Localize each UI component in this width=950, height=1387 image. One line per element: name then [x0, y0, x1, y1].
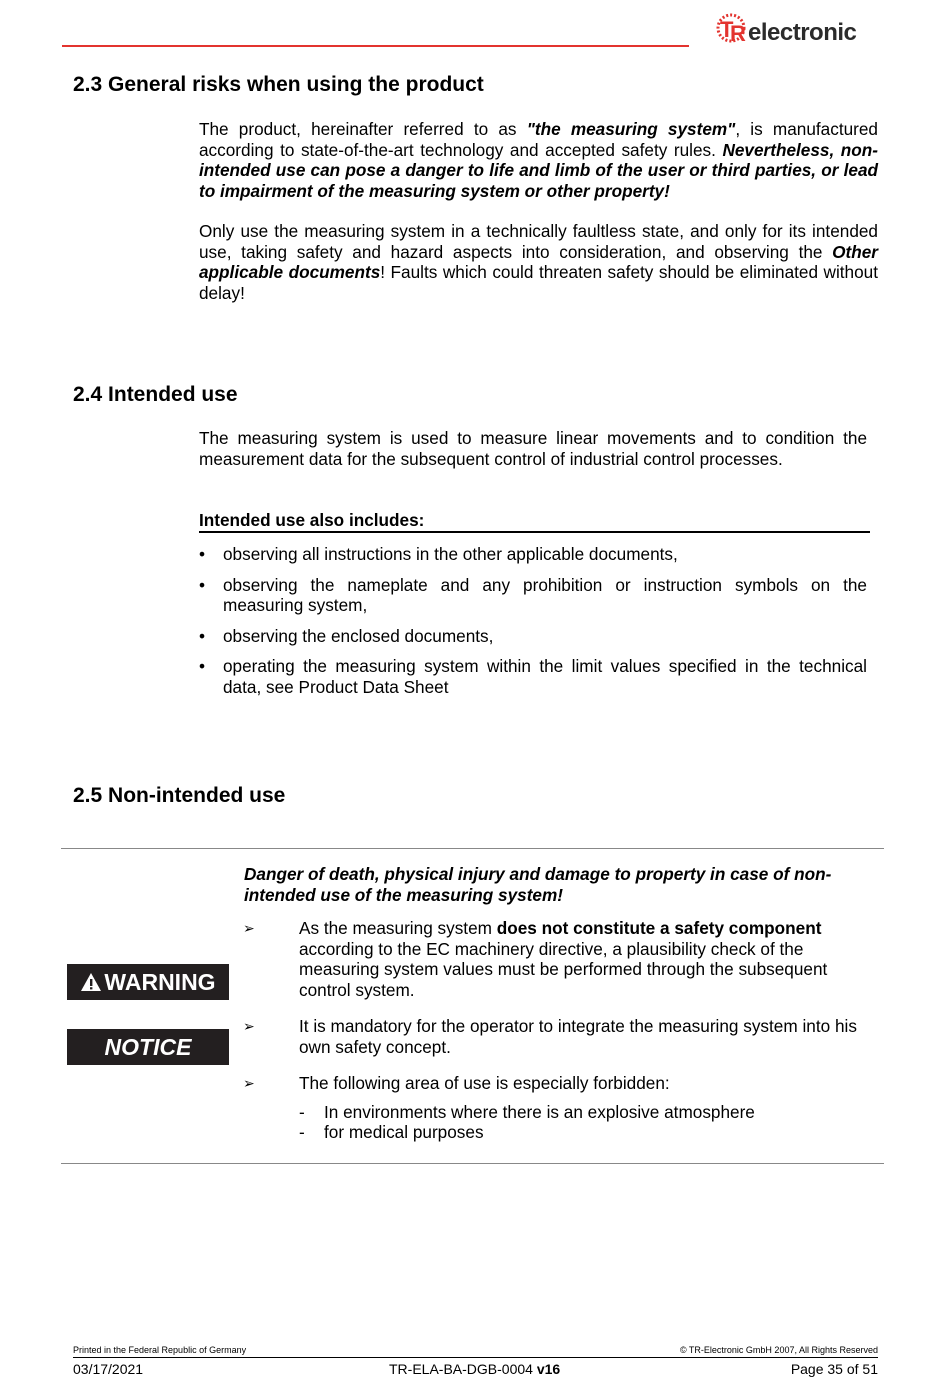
danger-title: Danger of death, physical injury and damage to property in case of non-intended use of the measuring system!	[244, 864, 832, 905]
arrow-bullet-icon: ➢	[243, 1018, 255, 1034]
text-run: It is mandatory for the operator to integrate the measuring system into his own safety concept.	[299, 1016, 857, 1057]
text-run: The product, hereinafter referred to as	[199, 119, 527, 139]
header-rule	[62, 45, 689, 47]
warning-box-top-rule	[61, 848, 884, 849]
warning-triangle-icon	[80, 972, 102, 992]
section-2-4-paragraph: The measuring system is used to measure linear movements and to condition the measurement data for the subsequent control of industrial control processes.	[199, 428, 867, 469]
svg-text:T: T	[720, 17, 734, 42]
forbidden-use-sublist	[299, 1102, 858, 1143]
footer-rule	[73, 1357, 878, 1358]
sub-list-item: - In environments where there is an explosive atmosphere	[299, 1102, 858, 1123]
list-item	[243, 1016, 858, 1057]
text-run: Only use the measuring system in a technically faultless state, and only for its intended use, taking safety and hazard aspects into consideration, and observing the	[199, 221, 878, 262]
footer-page-number: Page 35 of 51	[790, 1361, 878, 1377]
warning-box-bottom-rule	[61, 1163, 884, 1164]
non-intended-use-list	[243, 918, 858, 1159]
tr-electronic-logo	[716, 13, 876, 49]
text-run: according to the EC machinery directive, a plausibility check of the measuring system values must be performed through the subsequent control system.	[299, 938, 828, 1000]
arrow-bullet-icon: ➢	[243, 920, 255, 936]
svg-text:R: R	[730, 21, 746, 43]
logo-mark-icon	[716, 13, 746, 43]
text-run: , is manufactured according to state-of-the-art technology and accepted safety rules.	[199, 119, 878, 160]
doc-version: v16	[536, 1361, 561, 1377]
section-2-5-heading: 2.5 Non-intended use	[73, 784, 286, 807]
warning-badge	[67, 964, 229, 1000]
notice-badge: NOTICE	[67, 1029, 229, 1065]
text-run: As the measuring system	[299, 918, 497, 938]
text-run-emphasis: Nevertheless, non-intended use can pose a danger to life and limb of the user or third parties, or lead to impairment of the measuring system or other property!	[199, 139, 879, 201]
sub-list-item: - for medical purposes	[299, 1122, 858, 1143]
list-item: • observing the nameplate and any prohibition or instruction symbols on the measuring system,	[199, 575, 867, 616]
text-run: ! Faults which could threaten safety should be eliminated without delay!	[199, 262, 879, 303]
subheading-rule	[199, 531, 870, 533]
text-run-emphasis: "the measuring system"	[526, 119, 736, 139]
footer-copyright: © TR-Electronic GmbH 2007, All Rights Reserved	[679, 1345, 878, 1355]
footer-date: 03/17/2021	[73, 1361, 144, 1377]
list-item: • operating the measuring system within the limit values specified in the technical data, see Product Data Sheet	[199, 656, 867, 697]
logo-text: electronic	[748, 19, 857, 46]
footer-printed-note: Printed in the Federal Republic of Germany	[73, 1345, 247, 1355]
section-2-3-paragraph-1	[199, 119, 878, 201]
intended-use-list	[199, 544, 867, 707]
list-item	[243, 1073, 858, 1143]
footer-doc-id	[389, 1361, 560, 1377]
text-run: The following area of use is especially forbidden:	[299, 1073, 670, 1093]
list-item: • observing all instructions in the other applicable documents,	[199, 544, 867, 565]
warning-label: WARNING	[104, 969, 216, 995]
text-run-bold: does not constitute a safety component	[496, 918, 822, 938]
section-2-4-heading: 2.4 Intended use	[73, 383, 238, 406]
list-item	[243, 918, 858, 1000]
doc-id: TR-ELA-BA-DGB-0004	[389, 1361, 537, 1377]
intended-use-subheading: Intended use also includes:	[199, 510, 425, 530]
text-run-emphasis: Other applicable documents	[199, 241, 878, 282]
section-2-3-heading: 2.3 General risks when using the product	[73, 73, 484, 96]
section-2-3-paragraph-2	[199, 221, 878, 303]
list-item: • observing the enclosed documents,	[199, 626, 867, 647]
arrow-bullet-icon: ➢	[243, 1075, 255, 1091]
